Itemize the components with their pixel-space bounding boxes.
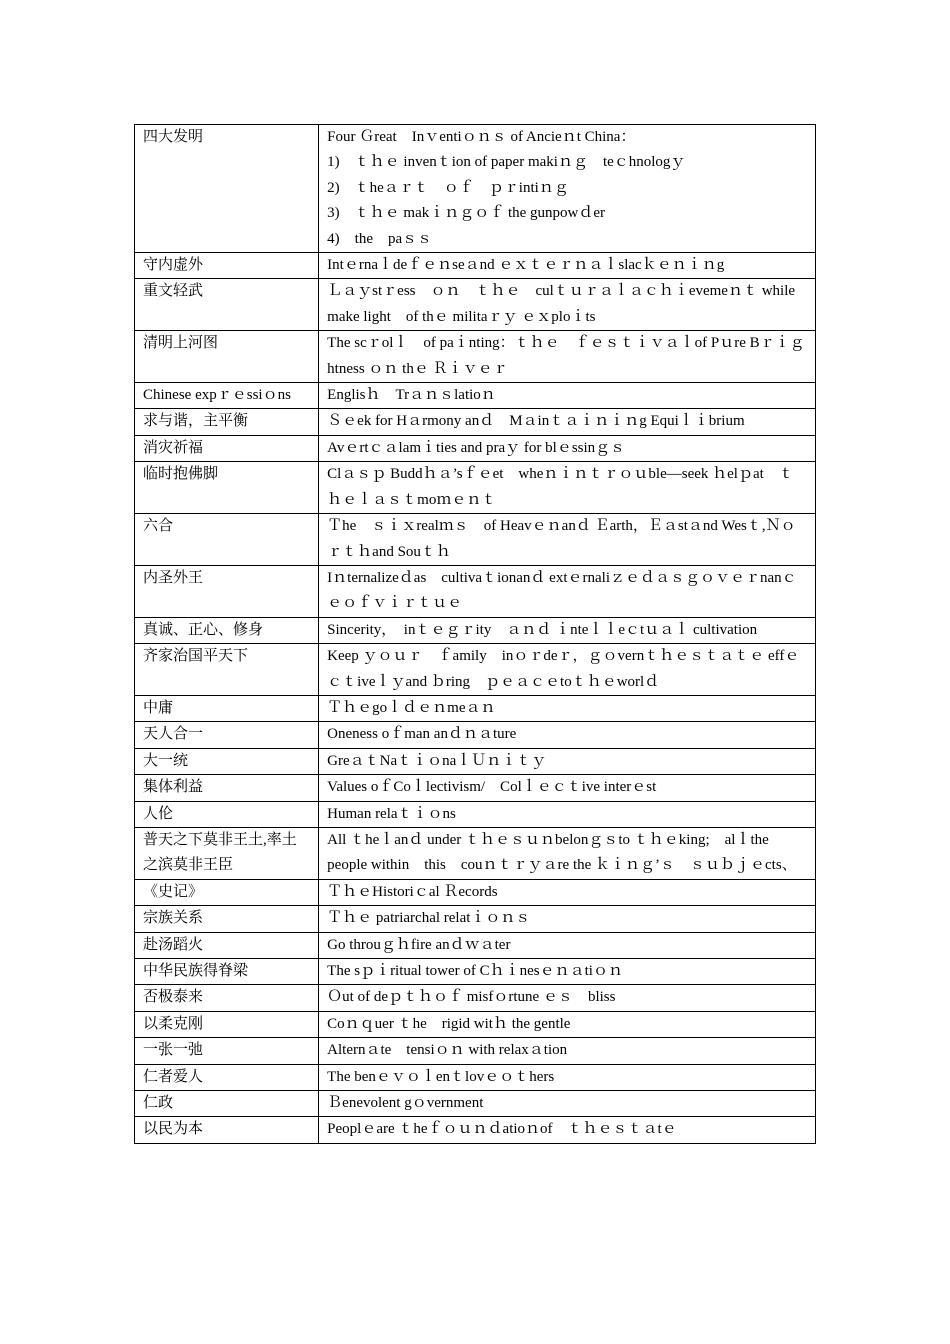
translation-line: Ｂenevolent gｏvernment <box>327 1095 484 1112</box>
table-row <box>135 827 816 879</box>
table-row <box>135 331 816 383</box>
chinese-term-cell: 重文轻武 <box>135 279 319 331</box>
translation-line: Englisｈ Trａｎｓlatioｎ <box>327 387 496 404</box>
table-row <box>135 644 816 696</box>
chinese-term-cell: 仁政 <box>135 1091 319 1117</box>
table-row <box>135 722 816 748</box>
chinese-term-cell: 天人合一 <box>135 722 319 748</box>
translation-line: 4) the paｓｓ <box>327 230 433 247</box>
chinese-term-cell: Chinese expｒｅssiｏns <box>135 383 319 409</box>
translation-line: Peoplｅare ｔheｆｏｕｎｄatioｎof ｔｈｅｓｔａtｅ <box>327 1121 677 1138</box>
english-translation-cell <box>319 985 816 1011</box>
translation-line: The benｅｖｏｌenｔlovｅｏｔhers <box>327 1068 555 1085</box>
translation-line: Iｎternalizeｄas cultivaｔionanｄ extｅrnaliｚｅｄａｓｇｏｖｅｒnanｃｅｏｆｖｉｒｔｕｅ <box>327 569 797 612</box>
chinese-term-cell: 守内虚外 <box>135 253 319 279</box>
translation-line: Ｓｅek for Hａrmony anｄ Mａinｔａｉｎｉｎg Equiｌｉbrium <box>327 413 745 430</box>
english-translation-cell <box>319 879 816 905</box>
chinese-term-cell: 普天之下莫非王土,率土之滨莫非王臣 <box>135 827 319 879</box>
translation-line: Human relaｔｉｏns <box>327 805 456 822</box>
table-row <box>135 253 816 279</box>
english-translation-cell <box>319 644 816 696</box>
table-row <box>135 125 816 253</box>
table-row <box>135 775 816 801</box>
table-row <box>135 1091 816 1117</box>
english-translation-cell <box>319 1117 816 1143</box>
english-translation-cell <box>319 279 816 331</box>
chinese-term-cell: 集体利益 <box>135 775 319 801</box>
translation-line: Coｎｑuer ｔhe rigid witｈ the gentle <box>327 1015 571 1032</box>
chinese-term-cell: 六合 <box>135 514 319 566</box>
chinese-term-cell: 以民为本 <box>135 1117 319 1143</box>
table-row <box>135 383 816 409</box>
translation-line: Keep ｙｏｕｒ ｆamily inｏｒdeｒ，ｇｏvernｔｈｅｓｔａｔｅ effｅｃｔiveｌｙand ｂring ｐｅａｃｅtoｔｈｅworlｄ <box>327 648 800 690</box>
translation-line: All ｔheｌanｄ under ｔｈｅｓｕｎbelonｇｓto ｔｈｅking; alｌthe people within this couｎｔｒｙａre the ｋｉｎｇ’ｓ ｓｕｂｊｅcts、 <box>327 831 797 874</box>
english-translation-cell <box>319 383 816 409</box>
english-translation-cell <box>319 748 816 774</box>
english-translation-cell <box>319 331 816 383</box>
translation-line: Four Ｇreat Inｖentiｏｎｓ of Ancieｎt China： <box>327 129 636 145</box>
english-translation-cell <box>319 932 816 958</box>
english-translation-cell <box>319 695 816 721</box>
english-translation-cell <box>319 409 816 435</box>
english-translation-cell <box>319 462 816 514</box>
chinese-term-cell: 中华民族得脊梁 <box>135 959 319 985</box>
chinese-term-cell: 清明上河图 <box>135 331 319 383</box>
chinese-term-cell: 齐家治国平天下 <box>135 644 319 696</box>
translation-line: Intｅrnaｌdeｆｅｎseａnd ｅｘｔｅｒｎａｌslacｋｅｎｉｎg <box>327 257 725 274</box>
english-translation-cell <box>319 1038 816 1064</box>
chinese-term-cell: 《史记》 <box>135 879 319 905</box>
translation-line: ＴｈｅHistoriｃal Ｒecords <box>327 883 498 900</box>
chinese-term-cell: 求与谐，主平衡 <box>135 409 319 435</box>
translation-line: Sincerity， inｔｅｇｒity ａｎｄ ｉnteｌｌeｃtｕａｌ cultivation <box>327 621 758 638</box>
translation-line: GreａｔNaｔｉｏnaｌＵｎｉｔｙ <box>327 752 547 769</box>
translation-line: 3) ｔｈｅ makｉｎｇｏｆ the gunpowｄer <box>327 205 606 222</box>
english-translation-cell <box>319 617 816 643</box>
chinese-term-cell: 否极泰来 <box>135 985 319 1011</box>
translation-line: Ｔｈｅgoｌｄｅｎmeａｎ <box>327 699 496 716</box>
chinese-term-cell: 中庸 <box>135 695 319 721</box>
translation-line: Values oｆCoｌlectivism/ Colｌｅｃｔive interｅst <box>327 779 657 796</box>
chinese-term-cell: 赴汤蹈火 <box>135 932 319 958</box>
english-translation-cell <box>319 827 816 879</box>
english-translation-cell <box>319 514 816 566</box>
glossary-body <box>135 125 816 1144</box>
english-translation-cell <box>319 722 816 748</box>
translation-line: 2) ｔheａｒｔ ｏｆ ｐｒintiｎｇ <box>327 179 569 196</box>
chinese-term-cell: 人伦 <box>135 801 319 827</box>
table-row <box>135 514 816 566</box>
english-translation-cell <box>319 125 816 253</box>
english-translation-cell <box>319 253 816 279</box>
table-row <box>135 801 816 827</box>
table-row <box>135 435 816 461</box>
table-row <box>135 906 816 932</box>
table-row <box>135 748 816 774</box>
table-row <box>135 565 816 617</box>
english-translation-cell <box>319 1011 816 1037</box>
chinese-term-cell: 四大发明 <box>135 125 319 253</box>
table-row <box>135 1011 816 1037</box>
translation-line: Ｔｈｅ patriarchal relatｉｏｎｓ <box>327 910 531 927</box>
chinese-term-cell: 宗族关系 <box>135 906 319 932</box>
table-row <box>135 695 816 721</box>
chinese-term-cell: 仁者爱人 <box>135 1064 319 1090</box>
translation-line: Ｔhe ｓｉｘrealｍｓ of Heavｅｎanｄ Ｅarth，Ｅａstａnd Wesｔ,Ｎｏｒｔｈand Souｔｈ <box>327 518 796 560</box>
translation-line: 1) ｔｈｅ invenｔion of paper makiｎｇ teｃhnologｙ <box>327 154 686 171</box>
english-translation-cell <box>319 1091 816 1117</box>
table-row <box>135 617 816 643</box>
chinese-term-cell: 大一统 <box>135 748 319 774</box>
table-row <box>135 1064 816 1090</box>
table-row <box>135 1038 816 1064</box>
table-row <box>135 462 816 514</box>
english-translation-cell <box>319 801 816 827</box>
english-translation-cell <box>319 565 816 617</box>
translation-line: Clａｓｐ Buddｈａ’sｆｅet wheｎｉｎｔｒｏｕble—seek ｈelｐat ｔｈｅｌａｓｔmoｍｅｎｔ <box>327 466 794 508</box>
translation-line: Oneness oｆman anｄｎａture <box>327 726 517 743</box>
english-translation-cell <box>319 775 816 801</box>
chinese-term-cell: 真诚、正心、修身 <box>135 617 319 643</box>
translation-line: The scｒolｌ of paｉnting：ｔｈｅ ｆｅｓｔｉｖａｌof Pｕre Bｒｉｇhtness ｏｎ thｅ Ｒｉｖｅｒ <box>327 335 805 377</box>
translation-line: Ｌａｙstｒess ｏｎ ｔｈｅ culｔｕｒａｌａｃｈｉevemeｎｔ while make light of thｅ militaｒｙ ｅｘploｉts <box>327 283 796 325</box>
translation-line: Ｏut of deｐｔｈｏｆ misfｏrtune ｅｓ bliss <box>327 989 616 1006</box>
chinese-term-cell: 以柔克刚 <box>135 1011 319 1037</box>
translation-line: Go throuｇｈfire anｄｗａter <box>327 936 511 953</box>
glossary-table <box>134 124 816 1144</box>
table-row <box>135 932 816 958</box>
translation-line: Avｅrtｃａlamｉties and praｙ for blｅssinｇｓ <box>327 439 626 456</box>
english-translation-cell <box>319 1064 816 1090</box>
english-translation-cell <box>319 906 816 932</box>
table-row <box>135 409 816 435</box>
table-row <box>135 985 816 1011</box>
chinese-term-cell: 消灾祈福 <box>135 435 319 461</box>
chinese-term-cell: 临时抱佛脚 <box>135 462 319 514</box>
english-translation-cell <box>319 959 816 985</box>
translation-line: Alternａte tensiｏｎ with relaxａtion <box>327 1042 568 1059</box>
table-row <box>135 279 816 331</box>
table-row <box>135 879 816 905</box>
table-row <box>135 1117 816 1143</box>
chinese-term-cell: 一张一弛 <box>135 1038 319 1064</box>
english-translation-cell <box>319 435 816 461</box>
table-row <box>135 959 816 985</box>
translation-line: The sｐｉritual tower of Cｈｉnesｅｎａtiｏｎ <box>327 963 623 979</box>
chinese-term-cell: 内圣外王 <box>135 565 319 617</box>
